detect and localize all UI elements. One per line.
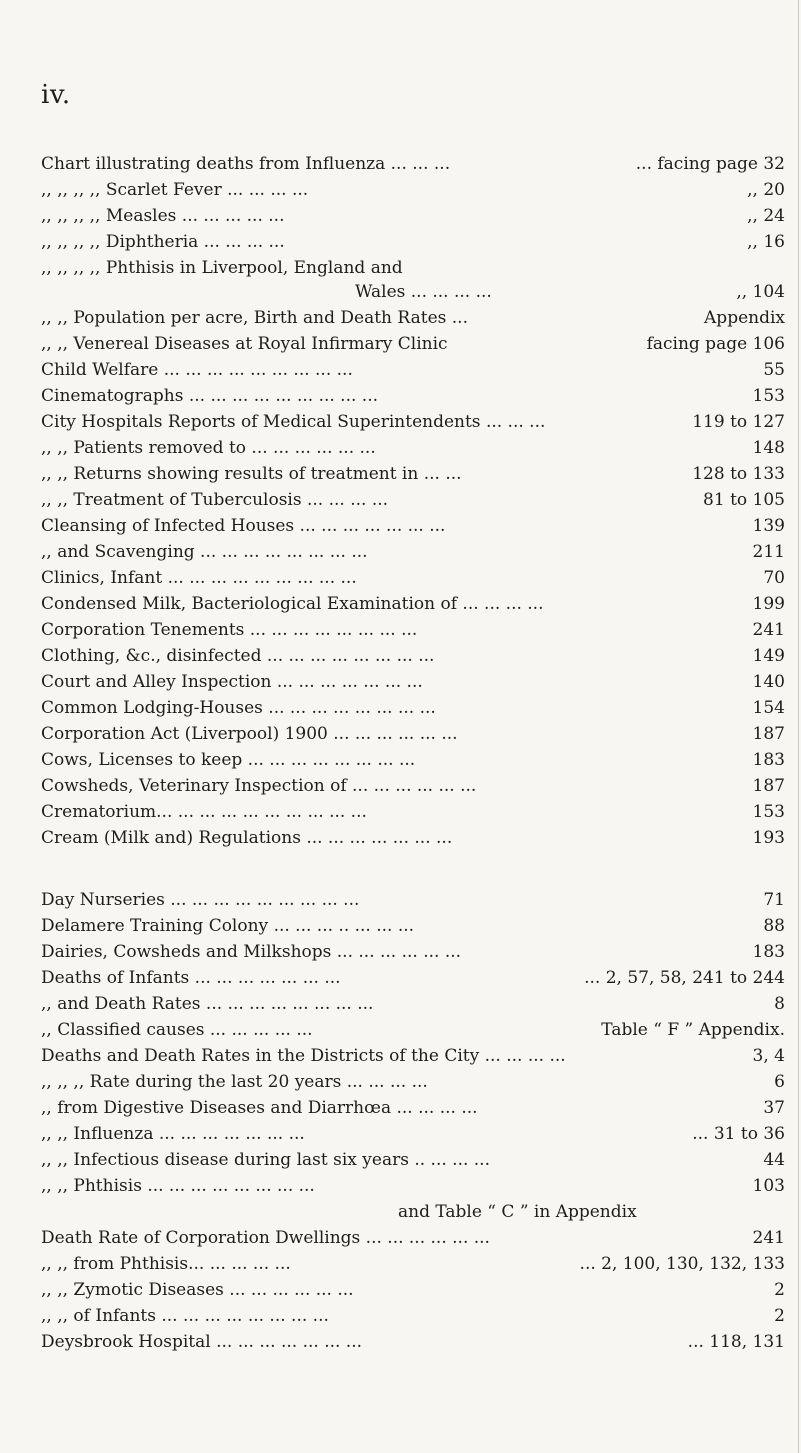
entry-ref: 148 [752, 438, 785, 458]
index-entry [0, 1199, 801, 1225]
entry-ref: facing page 106 [646, 334, 785, 354]
index-entry [0, 669, 801, 695]
index-entry [0, 151, 801, 177]
entry-label: ,, and Death Rates ... ... ... ... ... ... ... ... [41, 994, 374, 1014]
index-entry [0, 773, 801, 799]
index-entry [0, 799, 801, 825]
entry-ref: 199 [752, 594, 785, 614]
index-entry [0, 825, 801, 851]
entry-ref: 187 [752, 776, 785, 796]
entry-label: Cows, Licenses to keep ... ... ... ... ... ... ... ... [41, 750, 416, 770]
index-entry [0, 991, 801, 1017]
entry-ref: 128 to 133 [692, 464, 785, 484]
entry-ref: 193 [752, 828, 785, 848]
entry-label: ,, ,, ,, ,, Diphtheria ... ... ... ... [41, 232, 285, 252]
index-entry [0, 435, 801, 461]
entry-ref: Appendix [704, 308, 785, 328]
entry-ref: 183 [752, 750, 785, 770]
entry-label: Day Nurseries ... ... ... ... ... ... ... ... ... [41, 890, 360, 910]
index-entry [0, 1147, 801, 1173]
entry-ref: 8 [774, 994, 785, 1014]
index-entry [0, 721, 801, 747]
entry-label: ,, ,, Influenza ... ... ... ... ... ... ... [41, 1124, 305, 1144]
index-entry [0, 487, 801, 513]
entry-label: ,, Classified causes ... ... ... ... ... [41, 1020, 313, 1040]
entry-label: ,, ,, Treatment of Tuberculosis ... ... ... ... [41, 490, 389, 510]
index-entry [0, 1017, 801, 1043]
index-entry [0, 913, 801, 939]
entry-label: and Table “ C ” in Appendix [398, 1202, 637, 1222]
page-edge-rule [798, 0, 799, 1453]
entry-label: ,, ,, Population per acre, Birth and Death Rates ... [41, 308, 468, 328]
entry-label: Chart illustrating deaths from Influenza ... ... ... [41, 154, 451, 174]
entry-label: Deaths and Death Rates in the Districts of the City ... ... ... ... [41, 1046, 566, 1066]
index-entry [0, 965, 801, 991]
entry-ref: 183 [752, 942, 785, 962]
entry-ref: ,, 24 [747, 206, 785, 226]
entry-ref: 149 [752, 646, 785, 666]
entry-label: ,, ,, ,, ,, Phthisis in Liverpool, England and [41, 258, 403, 278]
index-entry [0, 229, 801, 255]
index-entry [0, 617, 801, 643]
entry-label: ,, ,, Venereal Diseases at Royal Infirmary Clinic [41, 334, 448, 354]
entry-ref: 3, 4 [752, 1046, 785, 1066]
index-entry [0, 539, 801, 565]
entry-label: Wales ... ... ... ... [355, 282, 492, 302]
entry-ref: 55 [763, 360, 785, 380]
index-entry [0, 1121, 801, 1147]
entry-label: Clothing, &c., disinfected ... ... ... ... ... ... ... ... [41, 646, 435, 666]
entry-label: City Hospitals Reports of Medical Superintendents ... ... ... [41, 412, 546, 432]
entry-label: Child Welfare ... ... ... ... ... ... ... ... ... [41, 360, 353, 380]
entry-label: Dairies, Cowsheds and Milkshops ... ... ... ... ... ... [41, 942, 462, 962]
index-entry [0, 1173, 801, 1199]
entry-label: Cleansing of Infected Houses ... ... ... ... ... ... ... [41, 516, 446, 536]
index-entry [0, 1303, 801, 1329]
entry-ref: ... facing page 32 [635, 154, 785, 174]
entry-ref: 154 [752, 698, 785, 718]
entry-label: Cream (Milk and) Regulations ... ... ... ... ... ... ... [41, 828, 453, 848]
index-entry [0, 203, 801, 229]
entry-label: ,, ,, Returns showing results of treatment in ... ... [41, 464, 462, 484]
entry-label: ,, ,, Patients removed to ... ... ... ... ... ... [41, 438, 376, 458]
entry-label: ,, from Digestive Diseases and Diarrhœa ... ... ... ... [41, 1098, 478, 1118]
index-entry [0, 643, 801, 669]
entry-ref: ... 2, 57, 58, 241 to 244 [584, 968, 785, 988]
index-entry [0, 887, 801, 913]
entry-label: Cinematographs ... ... ... ... ... ... ... ... ... [41, 386, 379, 406]
index-entry [0, 565, 801, 591]
index-entry [0, 1251, 801, 1277]
entry-ref: 37 [763, 1098, 785, 1118]
entry-ref: 103 [752, 1176, 785, 1196]
index-entry [0, 279, 801, 305]
entry-label: ,, ,, of Infants ... ... ... ... ... ... ... ... [41, 1306, 329, 1326]
entry-ref: 88 [763, 916, 785, 936]
index-entry [0, 461, 801, 487]
entry-ref: 71 [763, 890, 785, 910]
entry-ref: 6 [774, 1072, 785, 1092]
entry-label: Condensed Milk, Bacteriological Examination of ... ... ... ... [41, 594, 544, 614]
index-entry [0, 591, 801, 617]
index-entry [0, 357, 801, 383]
entry-ref: 187 [752, 724, 785, 744]
entry-ref: 70 [763, 568, 785, 588]
entry-label: ,, ,, ,, Rate during the last 20 years ... ... ... ... [41, 1072, 428, 1092]
page-number: iv. [41, 80, 71, 110]
entry-ref: 153 [752, 802, 785, 822]
index-entry [0, 255, 801, 281]
entry-label: Common Lodging-Houses ... ... ... ... ... ... ... ... [41, 698, 436, 718]
index-entry [0, 331, 801, 357]
entry-label: ,, ,, Infectious disease during last six years .. ... ... ... [41, 1150, 490, 1170]
entry-ref: 241 [752, 1228, 785, 1248]
index-entry [0, 513, 801, 539]
entry-ref: 2 [774, 1280, 785, 1300]
index-entry [0, 409, 801, 435]
index-entry [0, 1329, 801, 1355]
entry-label: Cowsheds, Veterinary Inspection of ... ... ... ... ... ... [41, 776, 477, 796]
entry-label: ,, ,, Zymotic Diseases ... ... ... ... ... ... [41, 1280, 354, 1300]
index-entry [0, 1277, 801, 1303]
entry-ref: ... 2, 100, 130, 132, 133 [579, 1254, 785, 1274]
entry-ref: 140 [752, 672, 785, 692]
entry-ref: ... 31 to 36 [692, 1124, 785, 1144]
entry-ref: 2 [774, 1306, 785, 1326]
entry-ref: ,, 20 [747, 180, 785, 200]
entry-label: Crematorium... ... ... ... ... ... ... ... ... ... [41, 802, 367, 822]
entry-ref: 153 [752, 386, 785, 406]
entry-label: Death Rate of Corporation Dwellings ... ... ... ... ... ... [41, 1228, 490, 1248]
entry-label: ,, ,, from Phthisis... ... ... ... ... [41, 1254, 291, 1274]
index-entry [0, 695, 801, 721]
index-entry [0, 1069, 801, 1095]
entry-label: Corporation Tenements ... ... ... ... ... ... ... ... [41, 620, 418, 640]
index-entry [0, 383, 801, 409]
entry-label: ,, and Scavenging ... ... ... ... ... ... ... ... [41, 542, 368, 562]
index-entry [0, 177, 801, 203]
index-entry [0, 1095, 801, 1121]
entry-label: ,, ,, Phthisis ... ... ... ... ... ... ... ... [41, 1176, 315, 1196]
entry-label: Deaths of Infants ... ... ... ... ... ... ... [41, 968, 341, 988]
entry-label: Delamere Training Colony ... ... ... .. ... ... ... [41, 916, 415, 936]
entry-label: Corporation Act (Liverpool) 1900 ... ... ... ... ... ... [41, 724, 458, 744]
entry-label: Court and Alley Inspection ... ... ... ... ... ... ... [41, 672, 423, 692]
index-entry [0, 1225, 801, 1251]
entry-ref: ... 118, 131 [687, 1332, 785, 1352]
entry-label: ,, ,, ,, ,, Scarlet Fever ... ... ... ... [41, 180, 309, 200]
index-entry [0, 1043, 801, 1069]
index-entry [0, 305, 801, 331]
entry-ref: ,, 104 [736, 282, 785, 302]
entry-ref: Table “ F ” Appendix. [601, 1020, 785, 1040]
entry-ref: 211 [752, 542, 785, 562]
entry-ref: 139 [752, 516, 785, 536]
entry-ref: 81 to 105 [703, 490, 785, 510]
entry-label: ,, ,, ,, ,, Measles ... ... ... ... ... [41, 206, 285, 226]
entry-ref: 241 [752, 620, 785, 640]
entry-ref: 119 to 127 [692, 412, 785, 432]
index-entry [0, 939, 801, 965]
index-entry [0, 747, 801, 773]
entry-ref: ,, 16 [747, 232, 785, 252]
entry-ref: 44 [763, 1150, 785, 1170]
entry-label: Clinics, Infant ... ... ... ... ... ... ... ... ... [41, 568, 357, 588]
entry-label: Deysbrook Hospital ... ... ... ... ... ... ... [41, 1332, 363, 1352]
